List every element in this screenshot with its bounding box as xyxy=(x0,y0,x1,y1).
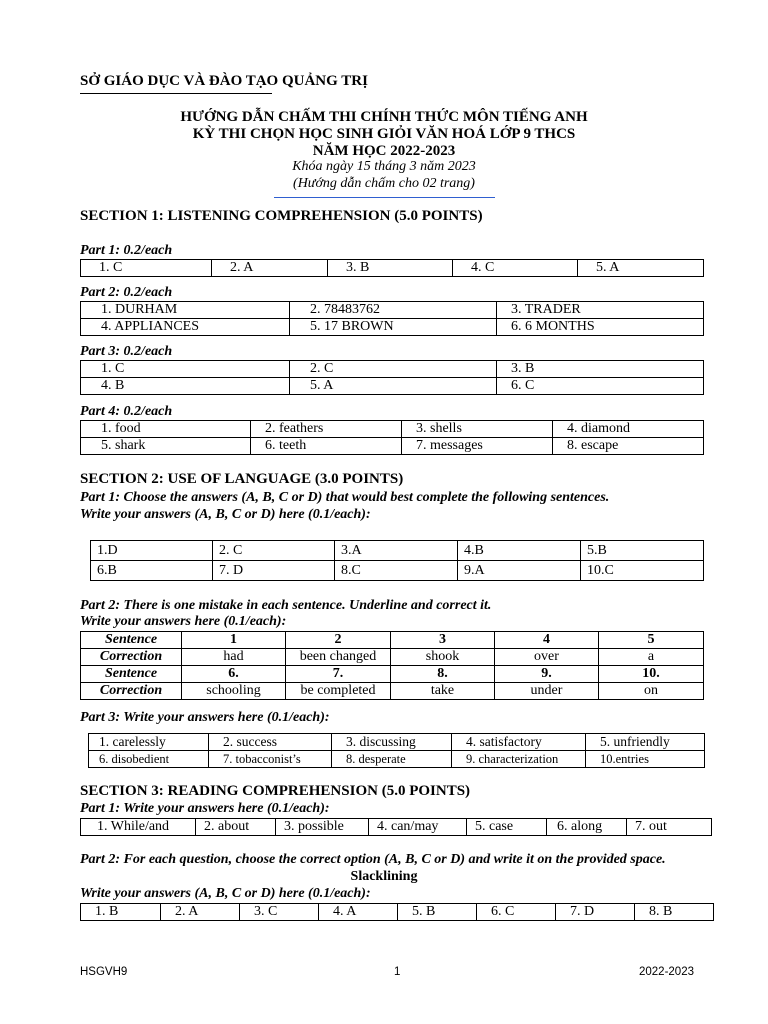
sentence-number: 3 xyxy=(391,632,495,649)
answer-cell: 6. disobedient xyxy=(89,751,209,768)
correction-cell: be completed xyxy=(286,683,391,700)
answer-cell: 6.B xyxy=(91,561,213,581)
answer-cell: 2. feathers xyxy=(251,421,402,438)
pages-note: (Hướng dẫn chấm cho 02 trang) xyxy=(293,176,475,191)
correction-cell: a xyxy=(599,649,704,666)
section3-heading: SECTION 3: READING COMPREHENSION (5.0 POINTS) xyxy=(80,783,471,799)
sentence-number: 5 xyxy=(599,632,704,649)
answer-cell: 6. along xyxy=(547,819,627,836)
answer-cell: 2. 78483762 xyxy=(290,302,497,319)
answer-cell: 8. B xyxy=(635,904,714,921)
correction-label: Correction xyxy=(81,683,182,700)
s3-part2-table xyxy=(80,903,714,921)
title-line-2: KỲ THI CHỌN HỌC SINH GIỎI VĂN HOÁ LỚP 9 THCS xyxy=(192,126,576,142)
answer-cell: 4. C xyxy=(453,260,578,277)
sentence-label: Sentence xyxy=(81,632,182,649)
sentence-number: 1 xyxy=(182,632,286,649)
answer-cell: 4. B xyxy=(81,378,290,395)
s1-part4-table xyxy=(80,420,704,455)
answer-cell: 5. case xyxy=(467,819,547,836)
s2-part2-instruction-2: Write your answers here (0.1/each): xyxy=(80,614,287,629)
s2-part1-instruction: Part 1: Choose the answers (A, B, C or D) that would best complete the following sentences. xyxy=(80,490,610,505)
answer-cell: 1. While/and xyxy=(81,819,196,836)
page-number: 1 xyxy=(394,966,401,978)
answer-cell: 3. B xyxy=(328,260,453,277)
footer-year: 2022-2023 xyxy=(639,966,694,978)
answer-cell: 7. out xyxy=(627,819,712,836)
s1-part1-table xyxy=(80,259,704,277)
correction-cell: schooling xyxy=(182,683,286,700)
answer-cell: 5.B xyxy=(581,541,704,561)
answer-cell: 1. carelessly xyxy=(89,734,209,751)
answer-cell: 6. 6 MONTHS xyxy=(497,319,704,336)
s1-part2-label: Part 2: 0.2/each xyxy=(80,285,173,300)
answer-cell: 10.entries xyxy=(586,751,705,768)
answer-cell: 5. B xyxy=(398,904,477,921)
answer-cell: 4.B xyxy=(458,541,581,561)
answer-cell: 2. success xyxy=(209,734,332,751)
s2-part1-table xyxy=(90,540,704,581)
answer-cell: 3. possible xyxy=(276,819,369,836)
answer-cell: 1. DURHAM xyxy=(81,302,290,319)
answer-cell: 5. unfriendly xyxy=(586,734,705,751)
s3-part1-instruction: Part 1: Write your answers here (0.1/each): xyxy=(80,801,330,816)
answer-cell: 1. C xyxy=(81,260,212,277)
answer-cell: 10.C xyxy=(581,561,704,581)
title-line-1: HƯỚNG DẪN CHẤM THI CHÍNH THỨC MÔN TIẾNG ANH xyxy=(180,109,588,125)
sentence-label: Sentence xyxy=(81,666,182,683)
s3-part2-instruction: Part 2: For each question, choose the correct option (A, B, C or D) and write it on the provided space. xyxy=(80,852,666,867)
footer-code: HSGVH9 xyxy=(80,966,128,978)
answer-cell: 4. APPLIANCES xyxy=(81,319,290,336)
answer-cell: 4. A xyxy=(319,904,398,921)
correction-cell: over xyxy=(495,649,599,666)
answer-cell: 6. teeth xyxy=(251,438,402,455)
exam-date: Khóa ngày 15 tháng 3 năm 2023 xyxy=(292,159,476,174)
answer-cell: 5. A xyxy=(290,378,497,395)
answer-cell: 3. C xyxy=(240,904,319,921)
answer-cell: 9.A xyxy=(458,561,581,581)
sentence-number: 9. xyxy=(495,666,599,683)
s3-part1-table xyxy=(80,818,712,836)
answer-cell: 7. messages xyxy=(402,438,553,455)
title-line-3: NĂM HỌC 2022-2023 xyxy=(312,143,456,159)
answer-cell: 2. C xyxy=(290,361,497,378)
correction-cell: shook xyxy=(391,649,495,666)
correction-cell: under xyxy=(495,683,599,700)
department-underline xyxy=(80,93,272,94)
answer-cell: 3.A xyxy=(335,541,458,561)
passage-title: Slacklining xyxy=(350,869,418,884)
correction-label: Correction xyxy=(81,649,182,666)
answer-cell: 5. 17 BROWN xyxy=(290,319,497,336)
correction-cell: had xyxy=(182,649,286,666)
s2-part2-table xyxy=(80,631,704,700)
section1-heading: SECTION 1: LISTENING COMPREHENSION (5.0 POINTS) xyxy=(80,208,483,224)
s1-part3-table xyxy=(80,360,704,395)
s2-part3-table xyxy=(88,733,705,768)
answer-cell: 6. C xyxy=(477,904,556,921)
answer-cell: 7. D xyxy=(213,561,335,581)
answer-cell: 3. shells xyxy=(402,421,553,438)
s2-part3-instruction: Part 3: Write your answers here (0.1/each): xyxy=(80,710,330,725)
answer-cell: 9. characterization xyxy=(452,751,586,768)
answer-cell: 3. B xyxy=(497,361,704,378)
answer-cell: 8.C xyxy=(335,561,458,581)
correction-cell: take xyxy=(391,683,495,700)
section2-heading: SECTION 2: USE OF LANGUAGE (3.0 POINTS) xyxy=(80,471,404,487)
sentence-number: 8. xyxy=(391,666,495,683)
sentence-number: 2 xyxy=(286,632,391,649)
s1-part4-label: Part 4: 0.2/each xyxy=(80,404,173,419)
answer-cell: 3. discussing xyxy=(332,734,452,751)
answer-cell: 1. C xyxy=(81,361,290,378)
answer-cell: 1.D xyxy=(91,541,213,561)
sentence-number: 4 xyxy=(495,632,599,649)
answer-cell: 2. about xyxy=(196,819,276,836)
answer-cell: 7. tobacconist’s xyxy=(209,751,332,768)
s2-part2-instruction: Part 2: There is one mistake in each sentence. Underline and correct it. xyxy=(80,598,492,613)
header-divider xyxy=(274,197,495,198)
s1-part1-label: Part 1: 0.2/each xyxy=(80,243,173,258)
s1-part3-label: Part 3: 0.2/each xyxy=(80,344,173,359)
answer-cell: 4. diamond xyxy=(553,421,704,438)
s2-part1-instruction-2: Write your answers (A, B, C or D) here (0.1/each): xyxy=(80,507,371,522)
s1-part2-table xyxy=(80,301,704,336)
answer-cell: 8. escape xyxy=(553,438,704,455)
answer-cell: 3. TRADER xyxy=(497,302,704,319)
correction-cell: been changed xyxy=(286,649,391,666)
correction-cell: on xyxy=(599,683,704,700)
sentence-number: 6. xyxy=(182,666,286,683)
sentence-number: 7. xyxy=(286,666,391,683)
answer-cell: 4. can/may xyxy=(369,819,467,836)
answer-cell: 7. D xyxy=(556,904,635,921)
s3-part2-instruction-2: Write your answers (A, B, C or D) here (0.1/each): xyxy=(80,886,371,901)
answer-cell: 1. food xyxy=(81,421,251,438)
answer-cell: 1. B xyxy=(81,904,161,921)
answer-cell: 5. shark xyxy=(81,438,251,455)
answer-cell: 2. A xyxy=(161,904,240,921)
answer-cell: 4. satisfactory xyxy=(452,734,586,751)
answer-cell: 8. desperate xyxy=(332,751,452,768)
answer-cell: 2. C xyxy=(213,541,335,561)
sentence-number: 10. xyxy=(599,666,704,683)
answer-cell: 2. A xyxy=(212,260,328,277)
department-name: SỞ GIÁO DỤC VÀ ĐÀO TẠO QUẢNG TRỊ xyxy=(80,73,368,89)
answer-cell: 6. C xyxy=(497,378,704,395)
answer-cell: 5. A xyxy=(578,260,704,277)
